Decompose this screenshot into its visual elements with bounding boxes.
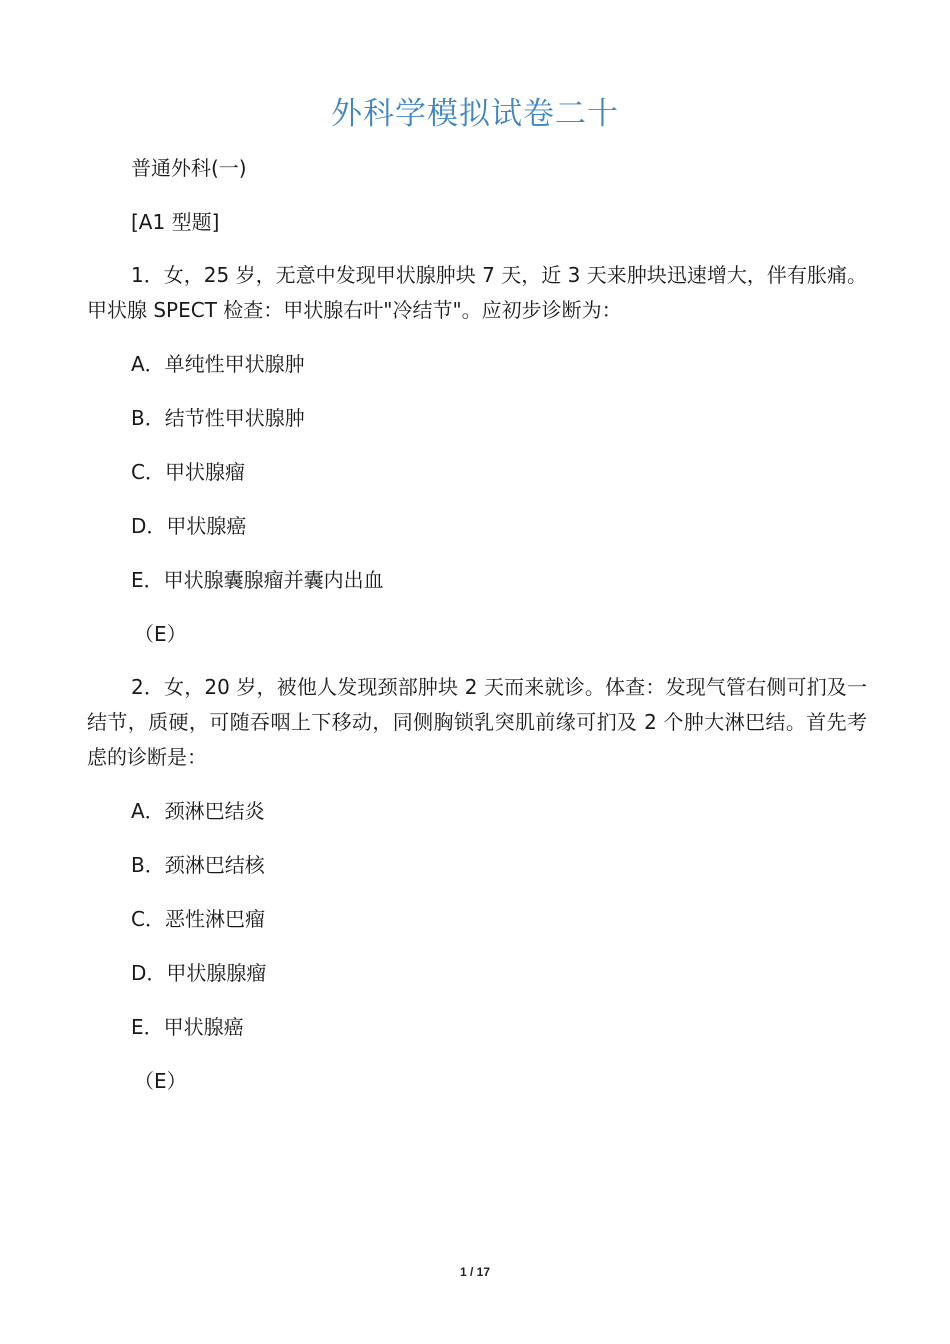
page-number: 1 / 17 [459, 1265, 491, 1279]
section-heading: 普通外科(一) [131, 156, 247, 180]
question-2-stem: 2．女，20 岁，被他人发现颈部肿块 2 天而来就诊。体查：发现气管右侧可扪及一结节，质硬，可随吞咽上下移动，同侧胸锁乳突肌前缘可扪及 2 个肿大淋巴结。首先考虑的诊断是： [87, 675, 867, 769]
question-2-option-a: A．颈淋巴结炎 [131, 799, 265, 823]
question-type-label: [A1 型题] [131, 210, 220, 234]
document-title: 外科学模拟试卷二十 [331, 96, 619, 132]
question-2-option-e: E．甲状腺癌 [131, 1015, 244, 1039]
question-1-option-d: D．甲状腺癌 [131, 514, 247, 538]
question-1-stem: 1．女，25 岁，无意中发现甲状腺肿块 7 天，近 3 天来肿块迅速增大，伴有胀痛。甲状腺 SPECT 检查：甲状腺右叶"冷结节"。应初步诊断为： [87, 263, 867, 322]
question-2-option-c: C．恶性淋巴瘤 [131, 907, 265, 931]
question-2-option-d: D．甲状腺腺瘤 [131, 961, 267, 985]
question-1-option-b: B．结节性甲状腺肿 [131, 406, 305, 430]
question-1-answer: （E） [134, 622, 187, 646]
question-1-option-a: A．单纯性甲状腺肿 [131, 352, 305, 376]
question-1-option-c: C．甲状腺瘤 [131, 460, 245, 484]
question-2-option-b: B．颈淋巴结核 [131, 853, 265, 877]
question-2-answer: （E） [134, 1069, 187, 1093]
question-1-option-e: E．甲状腺囊腺瘤并囊内出血 [131, 568, 384, 592]
